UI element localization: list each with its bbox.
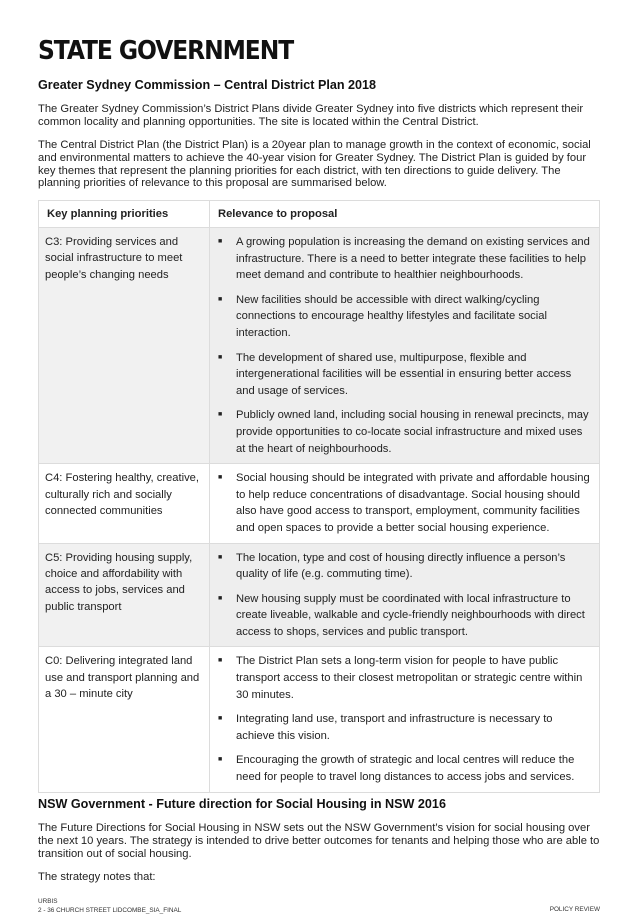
page-title: STATE GOVERNMENT: [38, 36, 294, 66]
footer-section-label: POLICY REVIEW: [549, 906, 600, 913]
bullet-text: The District Plan sets a long-term vision for people to have public transport access to their closest metropolitan or strategic centre within 30 minutes.: [236, 655, 583, 701]
table-row: [39, 647, 600, 792]
list-item: [216, 591, 591, 641]
footer-company: URBIS: [38, 898, 58, 905]
priority-cell: C0: Delivering integrated land use and transport planning and a 30 – minute city: [39, 647, 210, 792]
bullet-text: Publicly owned land, including social housing in renewal precincts, may provide opportunities to co-locate social infrastructure and mixed uses at the heart of neighbourhoods.: [236, 409, 589, 455]
relevance-list: [216, 653, 591, 785]
bullet-text: Integrating land use, transport and infrastructure is necessary to achieve this vision.: [236, 713, 553, 742]
priority-cell: C4: Fostering healthy, creative, culturally rich and socially connected communities: [39, 464, 210, 543]
list-item: [216, 407, 591, 457]
list-item: [216, 292, 591, 342]
section-heading-social-housing: NSW Government - Future direction for Social Housing in NSW 2016: [38, 797, 446, 811]
relevance-cell: [210, 228, 600, 464]
paragraph-central-district-plan: The Central District Plan (the District Plan) is a 20year plan to manage growth in the context of economic, social and environmental matters to achieve the 40-year vision for Greater Sydney. The District Plan is guided by four key themes that represent the planning priorities for each district, with ten directions to guide delivery. The planning priorities of relevance to this proposal are summarised below.: [38, 139, 591, 190]
bullet-icon: ■: [218, 594, 223, 602]
bullet-icon: ■: [218, 353, 223, 361]
bullet-text: The location, type and cost of housing directly influence a person’s quality of life (e.g. commuting time).: [236, 551, 566, 581]
bullet-icon: ■: [218, 715, 223, 723]
bullet-icon: ■: [218, 474, 223, 482]
list-item: [216, 470, 591, 536]
bullet-icon: ■: [218, 657, 223, 665]
bullet-icon: ■: [218, 238, 223, 245]
column-header-priorities: Key planning priorities: [39, 201, 210, 228]
table-row: [39, 228, 600, 464]
bullet-icon: ■: [218, 295, 223, 303]
paragraph-future-directions: The Future Directions for Social Housing in NSW sets out the NSW Government’s vision for social housing over the next 10 years. The strategy is intended to drive better outcomes for tenants and helping those who are able to transition out of social housing.: [38, 822, 600, 860]
table-row: [39, 543, 600, 647]
bullet-icon: ■: [218, 553, 223, 561]
bullet-text: The development of shared use, multipurpose, flexible and intergenerational facilities will be essential in ensuring better access and usage of services.: [236, 351, 572, 397]
bullet-icon: ■: [218, 756, 223, 764]
list-item: [216, 234, 591, 284]
list-item: [216, 752, 591, 785]
relevance-cell: [210, 464, 600, 543]
relevance-list: [216, 550, 591, 641]
relevance-cell: [210, 647, 600, 792]
bullet-text: Social housing should be integrated with private and affordable housing to help reduce concentrations of disadvantage. Social housing should also have good access to transport, employment, community facilities and open spaces to provide a better social housing experience.: [236, 472, 590, 534]
paragraph-strategy-notes: The strategy notes that:: [38, 871, 156, 883]
relevance-list: [216, 234, 591, 457]
footer-left: [38, 897, 181, 915]
bullet-text: Encouraging the growth of strategic and local centres will reduce the need for people to travel long distances to access jobs and services.: [236, 754, 575, 784]
bullet-text: New facilities should be accessible with direct walking/cycling connections to encourage healthy lifestyles and facilitate social interaction.: [236, 293, 547, 339]
planning-priorities-table: [38, 200, 600, 793]
priority-cell: C5: Providing housing supply, choice and affordability with access to jobs, services and public transport: [39, 543, 210, 647]
bullet-text: A growing population is increasing the demand on existing services and infrastructure. There is a need to better integrate these facilities to help meet demand and contribute to healthier neighbourhoods.: [236, 236, 590, 282]
relevance-list: [216, 470, 591, 536]
list-item: [216, 350, 591, 400]
priority-cell: C3: Providing services and social infrastructure to meet people’s changing needs: [39, 228, 210, 464]
footer-doc-ref: 2 - 36 CHURCH STREET LIDCOMBE_SIA_FINAL: [38, 907, 182, 914]
paragraph-district-plans-intro: The Greater Sydney Commission’s District Plans divide Greater Sydney into five districts which represent their common locality and planning opportunities. The site is located within the Central District.: [38, 103, 584, 128]
list-item: [216, 653, 591, 703]
bullet-text: New housing supply must be coordinated with local infrastructure to create liveable, walkable and cycle-friendly neighbourhoods with direct access to shops, services and public transport.: [236, 592, 585, 638]
section-heading-central-district-plan: Greater Sydney Commission – Central District Plan 2018: [38, 78, 377, 92]
table-row: [39, 464, 600, 543]
bullet-icon: ■: [218, 411, 223, 419]
column-header-relevance: Relevance to proposal: [210, 201, 600, 228]
list-item: [216, 711, 591, 744]
relevance-cell: [210, 543, 600, 647]
list-item: [216, 550, 591, 583]
table-header-row: [39, 201, 600, 228]
